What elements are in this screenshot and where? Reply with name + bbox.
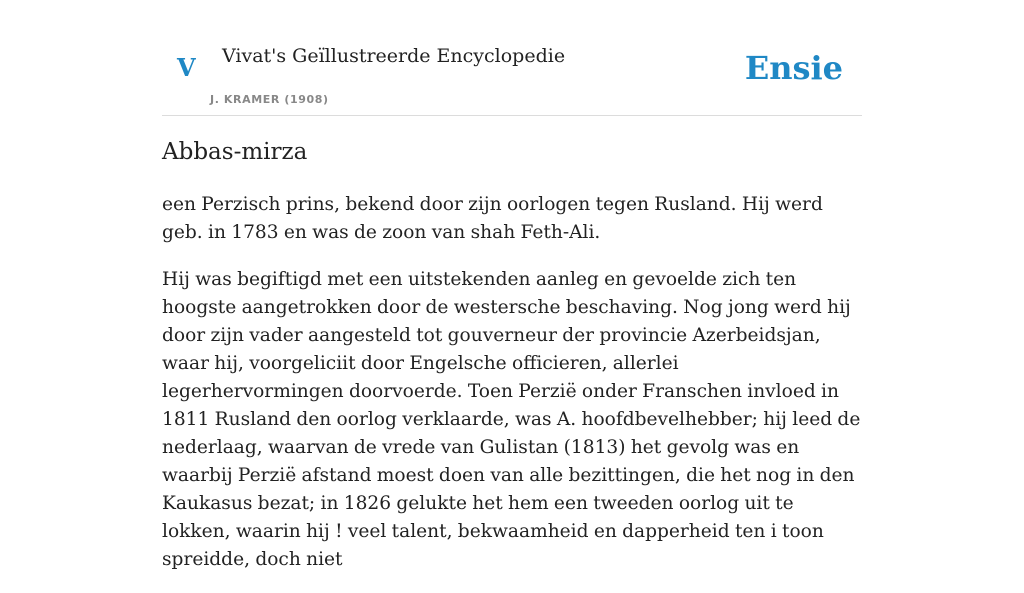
content-container — [162, 0, 862, 570]
ensie-brand-logo[interactable]: Ensie — [744, 49, 843, 87]
encyclopedia-header — [162, 0, 862, 116]
encyclopedia-title-link[interactable]: Vivat's Geïllustreerde Encyclopedie — [222, 45, 566, 67]
entry-title: Abbas-mirza — [162, 139, 308, 165]
encyclopedia-logo-link[interactable]: V — [177, 53, 196, 82]
encyclopedia-author: J. KRAMER (1908) — [210, 93, 329, 106]
entry-paragraph: Hij was begiftigd met een uitstekenden aanleg en gevoelde zich ten hoogste aangetrokken door de westersche beschaving. Nog jong werd hij door zijn vader aangesteld tot gouverneur der provincie Azerbeidsjan, waar hij, voorgeliciit door Engelsche officieren, allerlei legerhervormingen doorvoerde. Toen Perzië onder Franschen invloed in 1811 Rusland den oorlog verklaarde, was A. hoofdbevelhebber; hij leed de nederlaag, waarvan de vrede van Gulistan (1813) het gevolg was en waarbij Perzië afstand moest doen van alle bezittingen, die het nog in den Kaukasus bezat; in 1826 gelukte het hem een tweeden oorlog uit te lokken, waarin hij ! veel talent, bekwaamheid en dapperheid ten i toon spreidde, doch niet — [162, 269, 861, 570]
entry-body — [162, 191, 862, 593]
entry-paragraph: een Perzisch prins, bekend door zijn oorlogen tegen Rusland. Hij werd geb. in 1783 en was de zoon van shah Feth-Ali. — [162, 194, 823, 243]
